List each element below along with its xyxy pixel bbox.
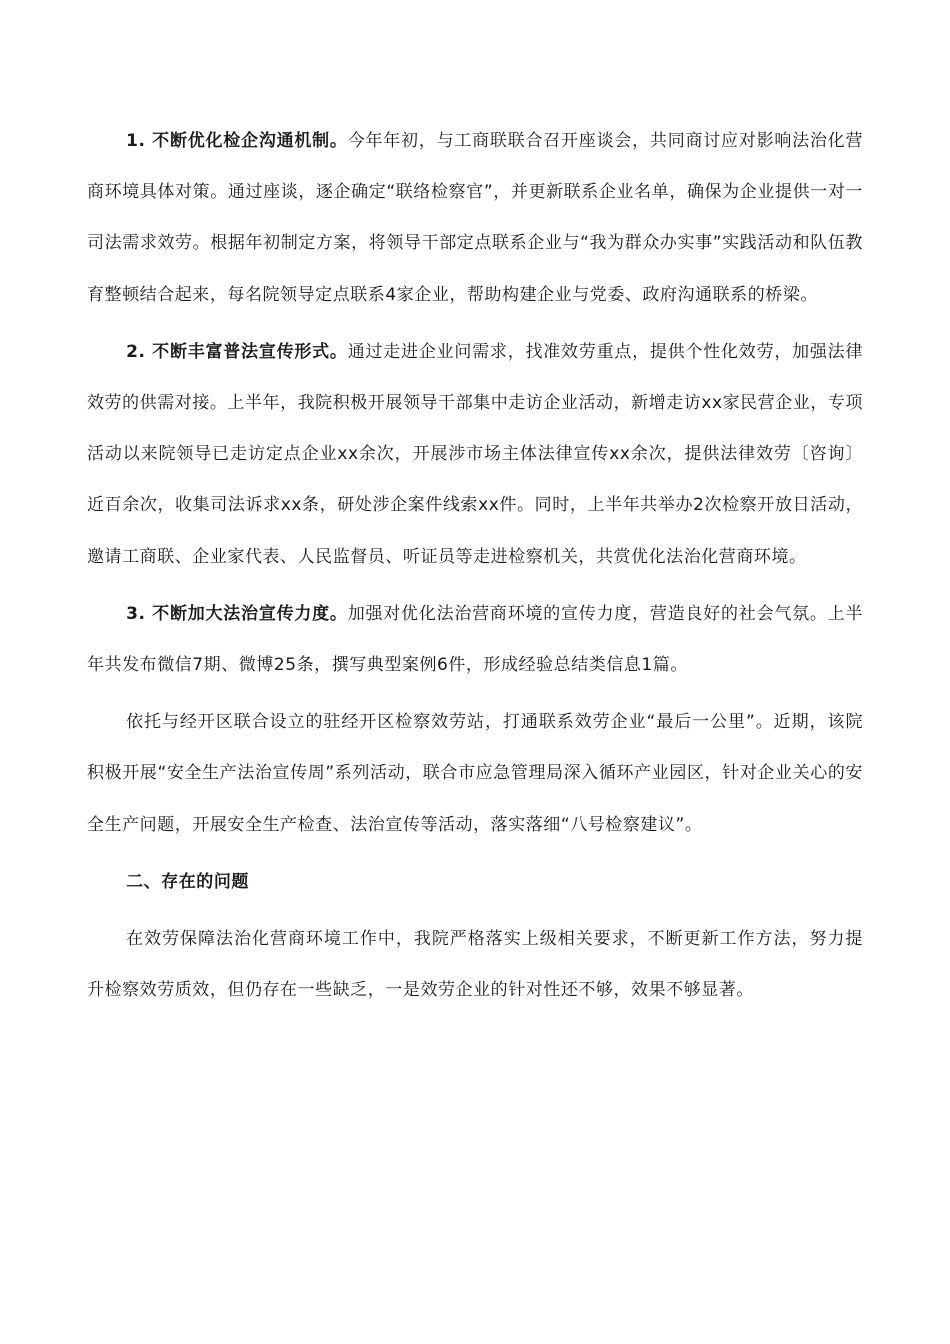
paragraph-legal-publicity-forms — [87, 327, 863, 583]
document-page — [87, 116, 863, 1016]
paragraph-body: 依托与经开区联合设立的驻经开区检察效劳站，打通联系效劳企业“最后一公里”。近期，该院积极开展“安全生产法治宣传周”系列活动，联合市应急管理局深入循环产业园区，针对企业关心的安全生产问题，开展安全生产检查、法治宣传等活动，落实落细“八号检察建议”。 — [87, 712, 863, 835]
paragraph-body: 在效劳保障法治化营商环境工作中，我院严格落实上级相关要求，不断更新工作方法，努力提升检察效劳质效，但仍存在一些缺乏，一是效劳企业的针对性还不够，效果不够显著。 — [87, 929, 863, 1001]
paragraph-body: 今年年初，与工商联联合召开座谈会，共同商讨应对影响法治化营商环境具体对策。通过座谈，逐企确定“联络检察官”，并更新联系企业名单，确保为企业提供一对一司法需求效劳。根据年初制定方案，将领导干部定点联系企业与“我为群众办实事”实践活动和队伍教育整顿结合起来，每名院领导定点联系4家企业，帮助构建企业与党委、政府沟通联系的桥梁。 — [87, 131, 863, 305]
paragraph-service-station — [87, 697, 863, 851]
section-heading-problems: 二、存在的问题 — [126, 871, 249, 892]
paragraph-body: 通过走进企业问需求，找准效劳重点，提供个性化效劳，加强法律效劳的供需对接。上半年，我院积极开展领导干部集中走访企业活动，新增走访xx家民营企业，专项活动以来院领导已走访定点企业xx余次，开展涉市场主体法律宣传xx余次，提供法律效劳〔咨询〕近百余次，收集司法诉求xx条，研处涉企案件线索xx件。同时，上半年共举办2次检察开放日活动，邀请工商联、企业家代表、人民监督员、听证员等走进检察机关，共赏优化法治化营商环境。 — [87, 341, 863, 567]
paragraph-communication-mechanism — [87, 116, 863, 321]
paragraph-existing-problems — [87, 914, 863, 1016]
paragraph-publicity-strength — [87, 589, 863, 691]
paragraph-body: 加强对优化法治营商环境的宣传力度，营造良好的社会气氛。上半年共发布微信7期、微博25条，撰写典型案例6件，形成经验总结类信息1篇。 — [87, 603, 863, 676]
paragraph-lead: 2. 不断丰富普法宣传形式。 — [126, 341, 348, 362]
paragraph-lead: 3. 不断加大法治宣传力度。 — [126, 603, 348, 624]
paragraph-lead: 1. 不断优化检企沟通机制。 — [126, 131, 348, 151]
